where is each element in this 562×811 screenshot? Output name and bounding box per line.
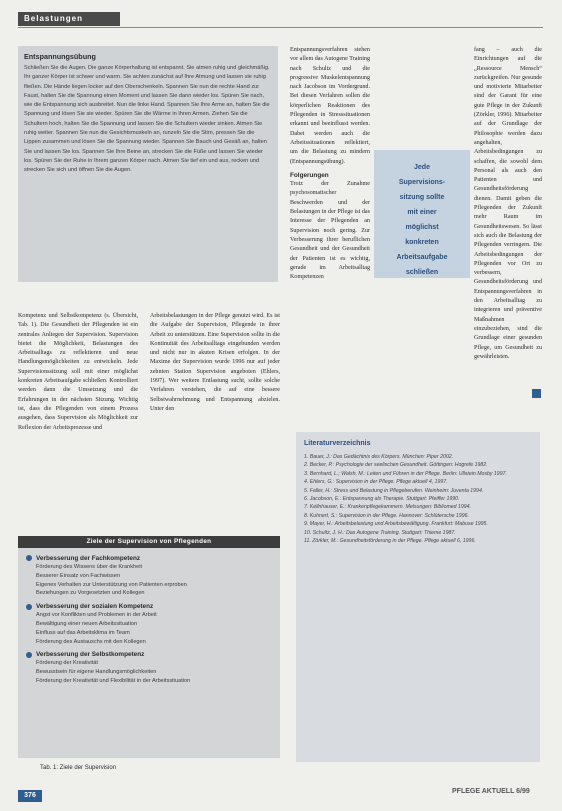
list-item: Eigenes Verhalten zur Unterstützung von Patienten erproben [36, 581, 187, 588]
table-caption: Tab. 1: Ziele der Supervision [40, 765, 117, 771]
column-right-text: fang – auch die Einrichtungen auf die „Ressource Mensch“ zurückgreifen. Nur gesunde und motivierte Mitarbeiter sind der Garant für eine gute Pflege in der Zukunft (Zörkler, 1996). Mitarbeiter auf der Grundlage der Philosophie werden dazu angehalten, Arbeitsbedingungen zu schaffen, die sowohl dem Personal als auch den Patienten und Gesundheitsförderung dienen. Damit geben die Pflegenden der Zukunft mehr Raum im Gesundheitswesen. So lässt sich auch die Belastung der Pflegenden verringern. Die Arbeitsbedingungen der Pflegenden vor Ort zu verbessern, Gesundheitsförderung und Entspannungsverfahren in den Arbeitsalltag zu integrieren und präventive Maßnahmen einzubeziehen, sind die Grundlage einer gesunden Pflege, um Gesundheit zu gewährleisten. [474, 47, 542, 360]
goals-section [18, 650, 280, 685]
column-left-text: Kompetenz und Selbstkompetenz (s. Übersicht, Tab. 1). Die Gesundheit der Pflegenden ist ein zentrales Anliegen der Supervision. Supervision bietet die Möglichkeit, Belastungen des Arbeitsalltags zu reflektieren und neue Handlungsmöglichkeiten zu entwickeln. Jede Supervisionssitzung soll mit einer möglichst konkreten Arbeitsaufgabe schließen. Kontrolliert werden dann die Umsetzung und die Erfahrungen in der nächsten Sitzung. Wichtig ist, dass die Pflegenden von einem Prozess ausgehen, dass Supervision als Möglichkeit zur Reflexion der Arbeitsprozesse und [18, 313, 138, 431]
bullet-icon [26, 652, 32, 658]
bullet-icon [26, 604, 32, 610]
list-item: Besserer Einsatz von Fachwissen [36, 572, 120, 579]
goals-box [18, 536, 280, 758]
column-middle [150, 312, 280, 414]
quote-line: möglichst [405, 224, 439, 231]
section-header: Belastungen [18, 12, 120, 26]
goals-section-heading: Verbesserung der sozialen Kompetenz [36, 603, 154, 611]
column-upper-middle-text: Entspannungsverfahren stehen vor allem das Autogene Training nach Schultz und die progressive Muskelentspannung nach Jacobson im Vordergrund. Bei diesen Verfahren sollen die körperlichen Reaktionen des Pflegenden in Stresssituationen erkannt und beeinflusst werden. Dabei werden auch die Arbeitssituationen reflektiert, um die Belastung zu mindern (Entspannungsübung). [290, 47, 370, 165]
literature-box [296, 432, 540, 762]
goals-section [18, 554, 280, 598]
literature-entry: 3. Bernhard, L.; Walsh, M.: Leiten und Führen in der Pflege. Berlin: Ullstein Mosby 1997. [304, 470, 507, 477]
list-item: Bewusstsein für eigene Handlungsmöglichkeiten [36, 669, 157, 676]
column-middle-text: Arbeitsbelastungen in der Pflege genutzt wird. Es ist die Aufgabe der Supervision, Pflegende in ihrer Arbeit zu unterstützen. Eine Supervision sollte in die Kontinuität des Arbeitsalltags eingebunden werden und nicht nur in akuten Krisen erfolgen. In der Maxime der Supervision wurde 1996 nur auf jeder zehnten Station Supervision angeboten (Ehlers, 1997). Wer weitere Entlastung sucht, sollte solche Verfahren verstehen, die auf eine bessere Selbstwahrnehmung und Entspannung abzielen. Unter den [150, 313, 280, 412]
list-item: Bewältigung einer neuen Arbeitssituation [36, 620, 138, 627]
column-right [474, 46, 542, 391]
quote-line: konkreten [405, 239, 439, 246]
list-item: Beziehungen zu Vorgesetzten und Kollegen [36, 590, 145, 597]
literature-title: Literaturverzeichnis [304, 440, 371, 447]
goals-title: Ziele der Supervision von Pflegenden [18, 536, 280, 548]
list-item: Förderung der Kreativität und Flexibilität in der Arbeitssituation [36, 677, 191, 684]
literature-entry: 10. Schultz, J. H.: Das Autogene Training. Stuttgart: Thieme 1987. [304, 529, 456, 536]
bullet-icon [26, 555, 32, 561]
exercise-box [18, 46, 278, 282]
quote-line: sitzung sollte [399, 194, 445, 201]
pull-quote [374, 150, 470, 278]
column-upper-middle-text-2: Trotz der Zunahme psychosomatischer Beschwerden und der Belastungen in der Pflege ist das Interesse der Pflegenden an Supervision noch gering. Zur Verbesserung ihrer beruflichen Gesundheit und der Gesundheit der Patienten ist es wichtig, gerade im Arbeitsalltag Kompetenzen [290, 181, 370, 281]
column-left [18, 312, 138, 433]
literature-entry: 7. Kellnhauser, E.: Krankenpflegekammern. Melsungen: Bibliomed 1994. [304, 504, 471, 511]
quote-line: Arbeitsaufgabe [396, 254, 448, 261]
literature-entry: 2. Becker, P.: Psychologie der seelischen Gesundheit. Göttingen: Hogrefe 1982. [304, 462, 488, 469]
list-item: Förderung des Austauschs mit den Kollegen [36, 638, 146, 645]
goals-section-heading: Verbesserung der Selbstkompetenz [36, 651, 145, 659]
list-item: Förderung des Wissens über die Krankheit [36, 564, 143, 570]
list-item: Einfluss auf das Arbeitsklima im Team [36, 629, 130, 636]
column-upper-middle [290, 46, 370, 282]
literature-entry: 11. Zörkler, M.: Gesundheitsförderung in der Pflege. Pflege aktuell 6, 1996. [304, 538, 476, 545]
page-number: 376 [18, 790, 42, 802]
goals-section [18, 602, 280, 646]
exercise-body: Schließen Sie die Augen. Die ganze Körperhaltung ist entspannt. Sie atmen ruhig und gleichmäßig. Ihr ganzer Körper ist schwer und warm. Sie achten zunächst auf Ihre Atmung und lassen sie ruhig fließen. Die Hände liegen locker auf den Oberschenkeln. Spannen Sie nun die rechte Hand zur Faust, halten Sie die Spannung einen Moment und lassen Sie dann wieder los. Spüren Sie nach, wie die Entspannung sich ausbreitet. Nun die linke Hand. Spannen Sie Ihre Arme an, halten Sie die Spannung und lösen Sie sie wieder. Spüren Sie die Wärme in Ihren Armen. Ziehen Sie die Schultern hoch, halten Sie die Spannung und lassen Sie die Schultern wieder sinken. Atmen Sie ruhig weiter. Spannen Sie nun die Gesichtsmuskeln an, runzeln Sie die Stirn, pressen Sie die Lippen zusammen und lösen Sie die Spannung wieder. Spannen Sie Bauch und Gesäß an, halten Sie und lassen Sie los. Spannen Sie Ihre Beine an, strecken Sie die Füße und lassen Sie wieder los. Spüren Sie der Ruhe in Ihrem ganzen Körper nach. Atmen Sie tief ein und aus, recken und strecken Sie sich und öffnen Sie die Augen. [24, 65, 270, 174]
literature-entry: 1. Bauer, J.: Das Gedächtnis des Körpers. München: Piper 2002. [304, 454, 454, 460]
journal-footer: PFLEGE AKTUELL 6/99 [452, 788, 530, 795]
literature-entry: 5. Faller, H.: Stress und Belastung in Pflegeberufen. Weinheim: Juventa 1994. [304, 487, 484, 494]
header-divider [18, 27, 543, 28]
exercise-title: Entspannungsübung [24, 52, 96, 61]
quote-line: mit einer [407, 209, 437, 216]
quote-line: Jede [414, 164, 430, 171]
list-item: Förderung der Kreativität [36, 660, 98, 667]
literature-entry: 9. Mayer, H.: Arbeitsbelastung und Arbeitsbewältigung. Frankfurt: Mabuse 1995. [304, 521, 488, 528]
goals-section-heading: Verbesserung der Fachkompetenz [36, 555, 141, 562]
folgerungen-heading: Folgerungen [290, 171, 329, 179]
literature-entry: 8. Kuhnert, S.: Supervision in der Pflege. Hannover: Schlütersche 1996. [304, 512, 469, 519]
literature-entry: 6. Jacobson, E.: Entspannung als Therapie. Stuttgart: Pfeiffer 1990. [304, 496, 460, 503]
quote-line: schließen [405, 269, 439, 276]
list-item: Angst vor Konflikten und Problemen in der Arbeit [36, 612, 157, 619]
literature-entry: 4. Ehlers, G.: Supervision in der Pflege. Pflege aktuell 4, 1997. [304, 479, 448, 486]
article-end-mark-icon [532, 389, 541, 398]
quote-line: Supervisions- [398, 179, 446, 186]
